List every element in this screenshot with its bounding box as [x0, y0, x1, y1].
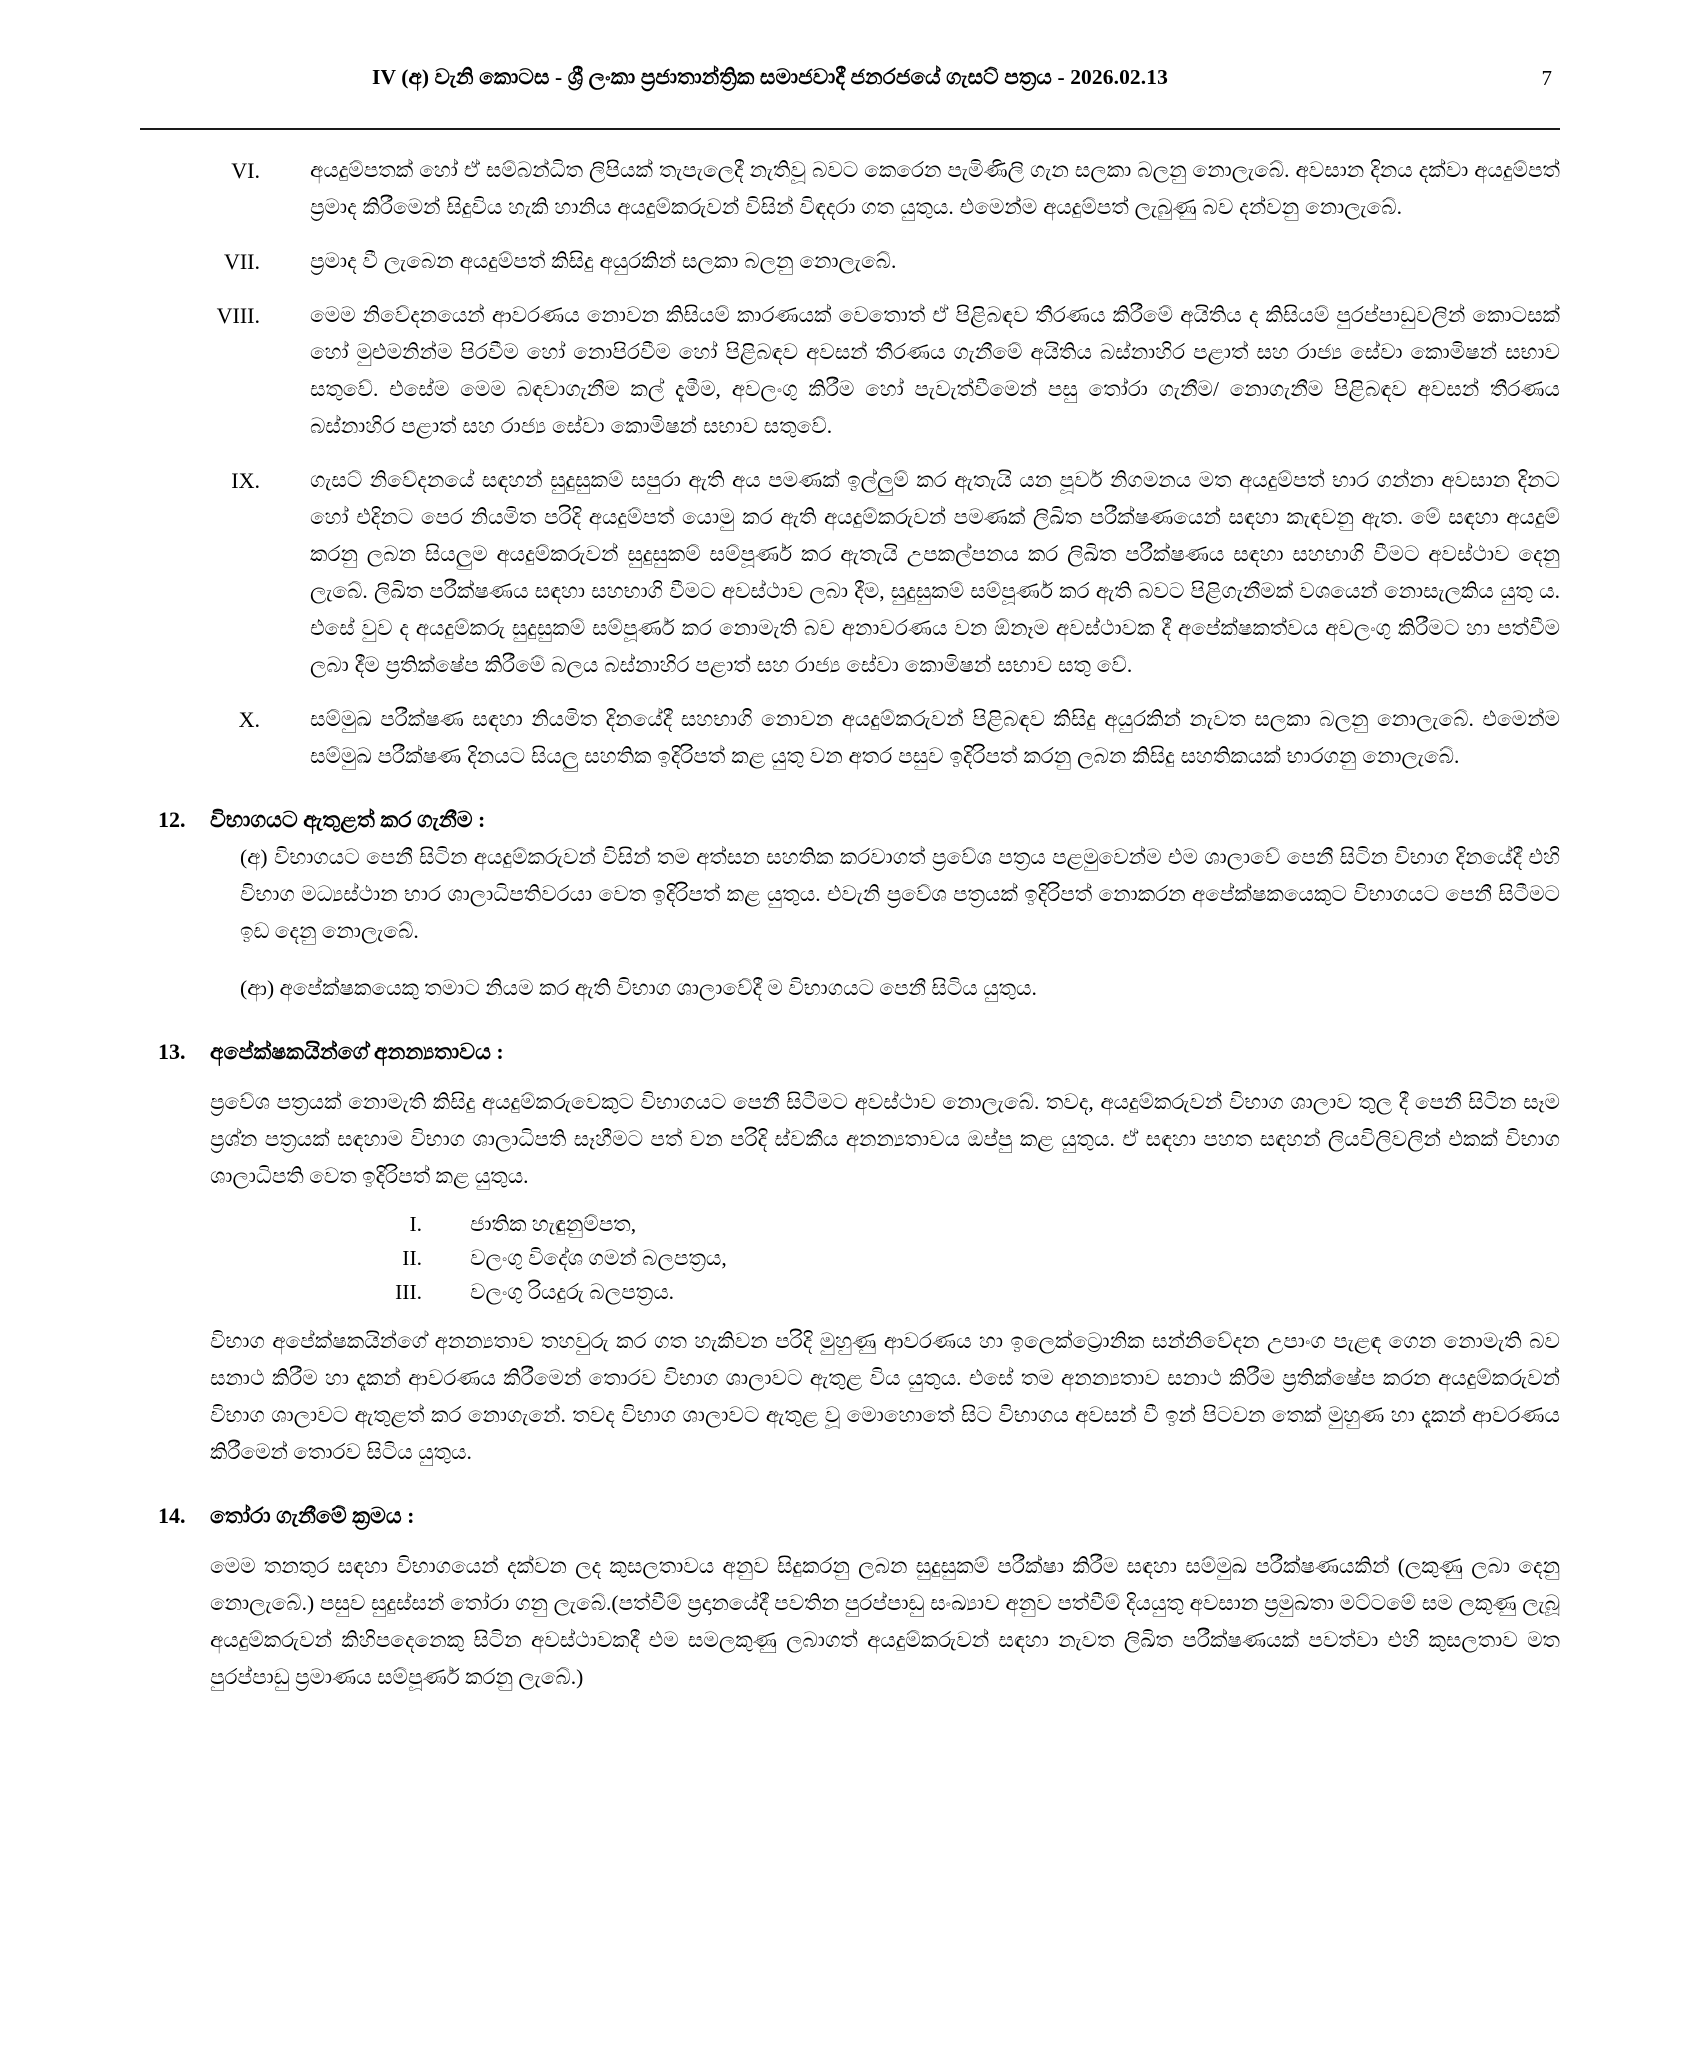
document-body: [140, 130, 1560, 1696]
item-marker: I.: [409, 1212, 422, 1236]
item-text: වලංගු රියදුරු බලපත්‍රය.: [470, 1280, 675, 1304]
section-12-item-a: [140, 839, 1560, 950]
paragraph: විභාග අපේක්ෂකයින්ගේ අනන්‍යතාව තහවුරු කර ගත හැකිවන පරිදි මුහුණු ආවරණය හා ඉලෙක්ට්‍රොනික සන්නිවේදන උපාංග පැළඳ ගෙන නොමැති බව සනාථ කිරීම හා දෑකන් ආවරණය කිරීමෙන් තොරව විභාග ශාලාවට ඇතුළ විය යුතුය. එසේ තම අනන්‍යතාව සනාථ කිරීම ප්‍රතික්ෂේප කරන අයදුම්කරුවන් විභාග ශාලාවට ඇතුළත් කර නොගැනේ. තවද විභාග ශාලාවට ඇතුළ වූ මොහොතේ සිට විභාගය අවසන් වී ඉන් පිටවන තෙක් මුහුණ හා දෑකන් ආවරණය කිරීමෙන් තොරව සිටිය යුතුය.: [210, 1329, 1560, 1464]
identity-document-item: [350, 1275, 1560, 1309]
section-number: 13.: [158, 1039, 186, 1064]
section-13-heading: [140, 1033, 1560, 1071]
item-text: අපේක්ෂකයෙකු තමාට නියම කර ඇති විභාග ශාලාවේදී ම විභාගයට පෙනී සිටිය යුතුය.: [279, 976, 1037, 1000]
page-header: [0, 0, 1700, 120]
clause-marker: X.: [238, 707, 260, 732]
item-text: විභාගයට පෙනී සිටින අයදුම්කරුවන් විසින් තම අත්සන සහතික කරවාගත් ප්‍රවේශ පත්‍රය පළමුවෙන්ම එම ශාලාවේ පෙනී සිටින විභාග දිනයේදී එහි විභාග මධ්‍යස්ථාන භාර ශාලාධිපතිවරයා වෙත ඉදිරිපත් කළ යුතුය. එවැනි ප්‍රවේශ පත්‍රයක් ඉදිරිපත් නොකරන අපේක්ෂකයෙකුට විභාගයට පෙනී සිටීමට ඉඩ දෙනු නොලැබේ.: [240, 845, 1560, 943]
section-12: [140, 801, 1560, 1007]
identity-document-item: [350, 1207, 1560, 1241]
section-14: [140, 1497, 1560, 1696]
clause-text: ගැසට් නිවේදනයේ සඳහන් සුදුසුකම් සපුරා ඇති අය පමණක් ඉල්ලුම් කර ඇතැයි යන පූර්ව නිගමනය මත අයදුම්පත් භාර ගන්නා අවසාන දිනට හෝ එදිනට පෙර නියමිත පරිදි අයදුම්පත් යොමු කර ඇති අයදුම්කරුවන් පමණක් ලිඛිත පරීක්ෂණයෙන් සඳහා කැඳවනු ඇත. මේ සඳහා අයදුම් කරනු ලබන සියලුම අයදුම්කරුවන් සුදුසුකම් සම්පූර්ණ කර ඇතැයි උපකල්පනය කර ලිඛිත පරීක්ෂණය සඳහා සහභාගි වීමට අවස්ථාව දෙනු ලැබේ. ලිඛිත පරීක්ෂණය සඳහා සහභාගි වීමට අවස්ථාව ලබා දීම, සුදුසුකම් සම්පූර්ණ කර ඇති බවට පිළිගැනීමක් වශයෙන් නොසැලකිය යුතු ය. එසේ වුව ද අයදුම්කරු සුදුසුකම් සම්පූර්ණ කර නොමැති බව අනාවරණය වන ඕනෑම අවස්ථාවක දී අපේක්ෂකත්වය අවලංගු කිරීමට හා පත්වීම ලබා දීම ප්‍රතික්ෂේප කිරීමේ බලය බස්නාහිර පළාත් සහ රාජ්‍ය සේවා කොමිෂන් සභාව සතු වේ.: [310, 468, 1560, 677]
clause-ix: [140, 462, 1560, 684]
roman-clause-list: [140, 152, 1560, 775]
section-number: 12.: [158, 807, 186, 832]
clause-vi: [140, 152, 1560, 226]
section-13-body: [140, 1084, 1560, 1195]
identity-document-item: [350, 1241, 1560, 1275]
clause-vii: [140, 243, 1560, 280]
section-12-item-aa: [140, 970, 1560, 1007]
section-12-heading: [140, 801, 1560, 839]
clause-text: අයදුම්පතක් හෝ ඒ සම්බන්ධිත ලිපියක් තැපැලෙදී නැතිවූ බවට කෙරෙන පැමිණිලි ගැන සලකා බලනු නොලැබේ. අවසාන දිනය දක්වා අයදුම්පත් ප්‍රමාද කිරීමෙන් සිදුවිය හැකි හානිය අයදුම්කරුවන් විසින් විඳදරා ගත යුතුය. එමෙන්ම අයදුම්පත් ලැබුණු බව දන්වනු නොලැබේ.: [310, 158, 1560, 219]
clause-viii: [140, 297, 1560, 445]
clause-text: සම්මුඛ පරීක්ෂණ සඳහා නියමිත දිනයේදී සහභාගි නොවන අයදුම්කරුවන් පිළිබඳව කිසිදු අයුරකින් නැවත සලකා බලනු නොලැබේ. එමෙන්ම සම්මුඛ පරීක්ෂණ දිනයට සියලු සහතික ඉදිරිපත් කළ යුතු වන අතර පසුව ඉදිරිපත් කරනු ලබන කිසිදු සහතිකයක් භාරගනු නොලැබේ.: [310, 707, 1560, 768]
clause-marker: VII.: [223, 249, 260, 274]
section-13-body-continued: [140, 1323, 1560, 1471]
item-marker: III.: [395, 1280, 422, 1304]
section-title: අපේක්ෂකයින්ගේ අනන්‍යතාවය :: [210, 1039, 504, 1064]
clause-marker: VIII.: [216, 303, 260, 328]
clause-text: ප්‍රමාද වී ලැබෙන අයදුම්පත් කිසිදු අයුරකින් සලකා බලනු නොලැබේ.: [310, 249, 897, 273]
item-text: ජාතික හැඳුනුම්පත,: [470, 1212, 637, 1236]
clause-marker: IX.: [231, 468, 260, 493]
clause-marker: VI.: [231, 158, 260, 183]
page-title: IV (අ) වැනි කොටස - ශ්‍රී ලංකා ප්‍රජාතාන්ත්‍රික සමාජවාදී ජනරජයේ ගැසට් පත්‍රය - 2026.02.13: [372, 65, 1168, 89]
section-number: 14.: [158, 1503, 186, 1528]
section-title: තෝරා ගැනීමේ ක්‍රමය :: [210, 1503, 415, 1528]
section-14-heading: [140, 1497, 1560, 1535]
page-number: 7: [1541, 66, 1552, 90]
item-text: වලංගු විදේශ ගමන් බලපත්‍රය,: [470, 1246, 727, 1270]
item-letter: (ආ): [240, 976, 275, 1000]
paragraph: ප්‍රවේශ පත්‍රයක් නොමැති කිසිදු අයදුම්කරුවෙකුට විභාගයට පෙනී සිටීමට අවස්ථාව නොලැබේ. තවද, අයදුම්කරුවන් විභාග ශාලාව තුල දී පෙනී සිටින සෑම ප්‍රශ්න පත්‍රයක් සඳහාම විභාග ශාලාධිපති සෑහීමට පත් වන පරිදි ස්වකීය අනන්‍යතාවය ඔප්පු කළ යුතුය. ඒ සඳහා පහත සඳහන් ලියවිලිවලින් එකක් විභාග ශාලාධිපති වෙත ඉදිරිපත් කළ යුතුය.: [210, 1090, 1560, 1188]
item-letter: (අ): [240, 845, 268, 869]
item-marker: II.: [402, 1246, 422, 1270]
identity-document-list: [140, 1207, 1560, 1309]
clause-x: [140, 701, 1560, 775]
section-title: විභාගයට ඇතුළත් කර ගැනීම :: [210, 807, 486, 832]
clause-text: මෙම නිවේදනයෙන් ආවරණය නොවන කිසියම් කාරණයක් වෙතොත් ඒ පිළිබඳව තීරණය කිරීමේ අයිතිය ද කිසියම් පුරප්පාඩුවලින් කොටසක් හෝ මුළුමනින්ම පිරවීම හෝ නොපිරවීම හෝ පිළිබඳව අවසන් තීරණය ගැනීමේ අයිතිය බස්නාහිර පළාත් සහ රාජ්‍ය සේවා කොමිෂන් සභාව සතුවේ. එසේම මෙම බඳවාගැනීම කල් දැමීම, අවලංගු කිරීම හෝ පැවැත්වීමෙන් පසු තෝරා ගැනීම/ නොගැනීම පිළිබඳව අවසන් තීරණය බස්නාහිර පළාත් සහ රාජ්‍ය සේවා කොමිෂන් සභාව සතුවේ.: [310, 303, 1560, 438]
section-14-body: [140, 1548, 1560, 1696]
paragraph: මෙම තනතුර සඳහා විභාගයෙන් දක්වන ලද කුසලතාවය අනුව සිදුකරනු ලබන සුදුසුකම් පරීක්ෂා කිරීම සඳහා සම්මුඛ පරීක්ෂණයකින් (ලකුණු ලබා දෙනු නොලැබේ.) පසුව සුදුස්සන් තෝරා ගනු ලැබේ.(පත්වීම් ප්‍රදානයේදී පවතින පුරප්පාඩු සංඛ්‍යාව අනුව පත්වීම් දියයුතු අවසාන ප්‍රමුඛතා මට්ටමේ සම ලකුණු ලැබූ අයදුම්කරුවන් කිහිපදෙනෙකු සිටින අවස්ථාවකදී එම සමලකුණු ලබාගත් අයදුම්කරුවන් සඳහා නැවත ලිඛිත පරීක්ෂණයක් පවත්වා එහි කුසලතාව මත පුරප්පාඩු ප්‍රමාණය සම්පූර්ණ කරනු ලැබේ.): [210, 1554, 1560, 1689]
section-13: [140, 1033, 1560, 1471]
